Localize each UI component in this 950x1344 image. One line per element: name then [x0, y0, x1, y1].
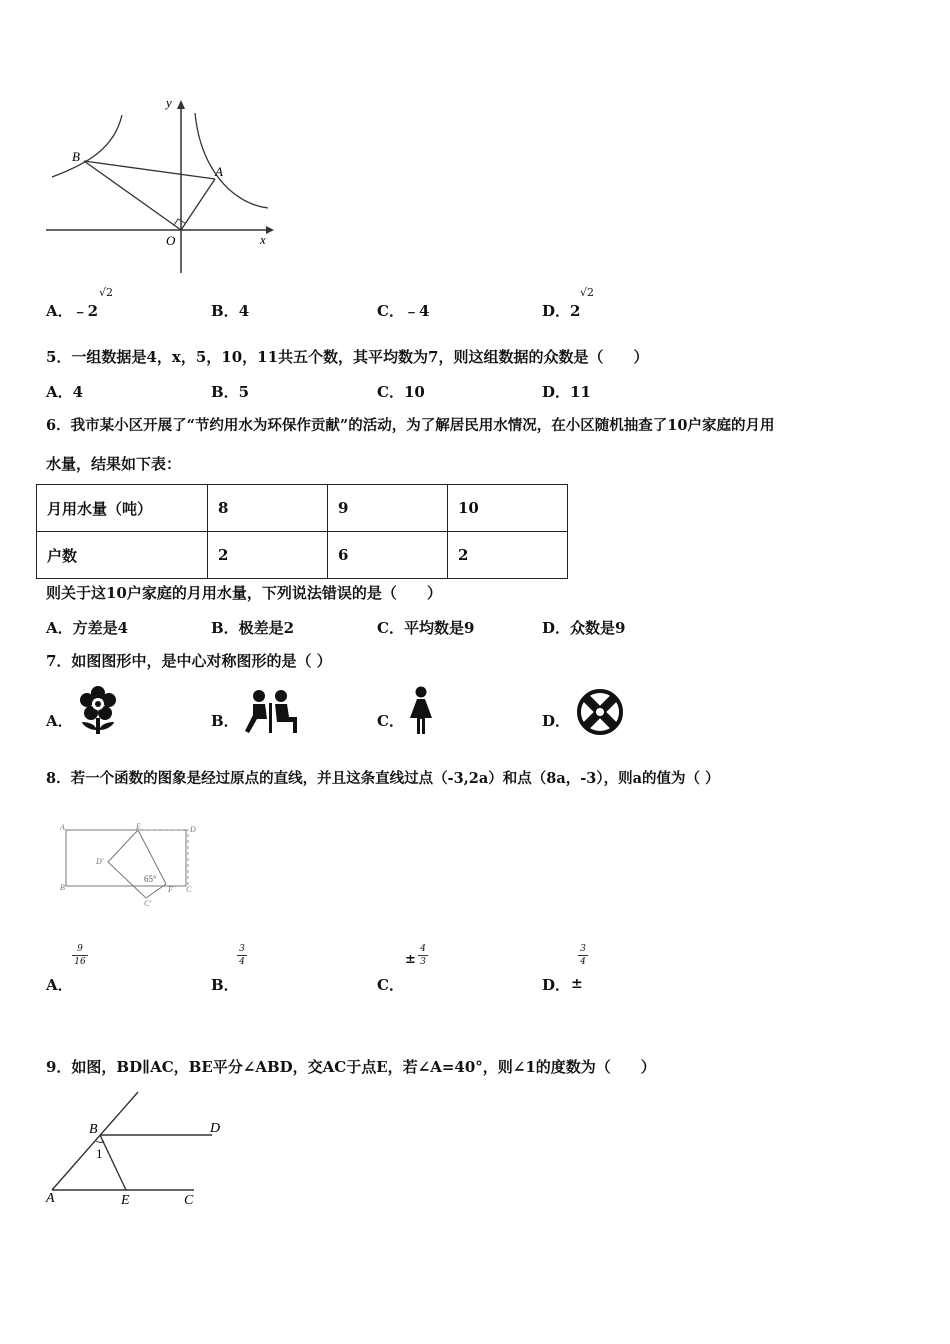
- woman-figure-icon: [408, 686, 434, 736]
- q5-option-d[interactable]: D．11: [542, 383, 591, 401]
- q6-stem-line2: 水量，结果如下表：: [46, 455, 182, 473]
- circled-x-icon: [575, 688, 625, 736]
- svg-text:B: B: [89, 1122, 98, 1137]
- table-cell: 户数: [37, 532, 208, 579]
- svg-text:D: D: [210, 1121, 221, 1136]
- q8-option-c-fraction: [418, 944, 428, 967]
- q8-option-b-fraction: [237, 944, 247, 967]
- table-cell: 9: [328, 485, 448, 532]
- flower-icon: [76, 686, 120, 736]
- q4-option-c[interactable]: [377, 302, 429, 320]
- q4-option-d[interactable]: [542, 302, 580, 320]
- q6-option-b[interactable]: B．极差是2: [211, 619, 295, 637]
- water-usage-table: [36, 484, 568, 579]
- q4-option-a[interactable]: [46, 302, 98, 320]
- label-b: B: [72, 149, 80, 164]
- q6-option-a[interactable]: A．方差是4: [46, 619, 129, 637]
- q9-parallel-lines-figure: [44, 1090, 229, 1210]
- svg-text:1: 1: [96, 1146, 103, 1161]
- fraction-denominator: 16: [74, 957, 86, 967]
- q7-option-b[interactable]: B．: [211, 712, 239, 730]
- svg-text:B: B: [60, 883, 65, 892]
- q4-option-c-text: ﹣4: [403, 302, 430, 320]
- fraction-numerator: 3: [239, 944, 245, 954]
- q7-option-d[interactable]: D．: [542, 712, 571, 730]
- table-row: [37, 485, 568, 532]
- q4-option-b-text: 4: [238, 302, 250, 320]
- q5-stem: 5．一组数据是4，x，5，10，11共五个数，其平均数为7，则这组数据的众数是（ ）: [46, 348, 649, 366]
- q8-option-a[interactable]: A．: [46, 976, 73, 994]
- fraction-denominator: 3: [420, 957, 426, 967]
- q8-option-b[interactable]: B．: [211, 976, 239, 994]
- x-axis-arrow: [266, 226, 274, 234]
- y-axis-arrow: [177, 100, 185, 109]
- q5-option-b[interactable]: B．5: [211, 383, 250, 401]
- q9-stem: 9．如图，BD∥AC，BE平分∠ABD，交AC于点E，若∠A=40°，则∠1的度数为（ ）: [46, 1058, 656, 1076]
- hyperbola-left-branch: [52, 115, 122, 177]
- svg-text:C': C': [144, 899, 152, 908]
- q8-option-d-sign: ±: [571, 976, 583, 992]
- q4-option-c-letter: C．: [377, 302, 404, 320]
- svg-text:D: D: [190, 825, 196, 834]
- svg-text:A: A: [60, 823, 65, 832]
- q8-folded-rectangle-figure: [58, 822, 208, 908]
- svg-text:C: C: [184, 1193, 194, 1208]
- svg-text:65°: 65°: [144, 874, 157, 884]
- q7-option-c[interactable]: C．: [377, 712, 404, 730]
- two-people-seated-icon: [243, 689, 301, 735]
- fraction-numerator: 9: [77, 944, 83, 954]
- svg-text:A: A: [46, 1191, 55, 1206]
- fraction-numerator: 3: [580, 944, 586, 954]
- svg-text:E: E: [136, 822, 141, 831]
- segment-ob: [84, 161, 181, 230]
- q6-stem-line1: 6．我市某小区开展了“节约用水为环保作贡献”的活动，为了解居民用水情况，在小区随机抽查了10户家庭的月用: [46, 417, 775, 434]
- q4-option-a-letter: A．: [46, 302, 73, 320]
- table-cell: 2: [208, 532, 328, 579]
- q4-option-b[interactable]: [211, 302, 249, 320]
- right-angle-mark: [174, 219, 185, 225]
- q8-option-d-fraction: [578, 944, 588, 967]
- segment-ab: [84, 161, 215, 179]
- q6-option-d[interactable]: D．众数是9: [542, 619, 626, 637]
- q8-option-c[interactable]: C．: [377, 976, 404, 994]
- label-x: x: [260, 232, 266, 247]
- fraction-denominator: 4: [239, 957, 245, 967]
- q8-option-d[interactable]: D．: [542, 976, 571, 994]
- q4-option-a-root: √2: [99, 286, 114, 299]
- table-cell: 6: [328, 532, 448, 579]
- q6-question: 则关于这10户家庭的月用水量，下列说法错误的是（ ）: [46, 584, 442, 602]
- table-cell: 8: [208, 485, 328, 532]
- q4-option-d-text: 2: [570, 302, 581, 320]
- svg-text:C: C: [186, 885, 192, 894]
- label-o: O: [166, 233, 176, 248]
- fraction-denominator: 4: [580, 957, 586, 967]
- q5-option-a[interactable]: A．4: [46, 383, 84, 401]
- table-cell: 2: [448, 532, 568, 579]
- svg-text:E: E: [121, 1193, 130, 1208]
- q6-option-c[interactable]: C．平均数是9: [377, 619, 475, 637]
- label-y: y: [166, 95, 172, 110]
- q7-option-a[interactable]: A．: [46, 712, 73, 730]
- q8-option-c-sign: ±: [405, 952, 416, 967]
- q8-option-a-fraction: [72, 944, 88, 967]
- q8-stem: 8．若一个函数的图象是经过原点的直线，并且这条直线过点（-3,2a）和点（8a，-3），则a的值为（ ）: [46, 770, 720, 787]
- hyperbola-right-branch: [195, 113, 268, 208]
- q4-option-a-text: ﹣2: [72, 302, 99, 320]
- q7-stem: 7．如图图形中，是中心对称图形的是（ ）: [46, 652, 332, 670]
- label-a: A: [215, 164, 223, 179]
- table-cell: 月用水量（吨）: [37, 485, 208, 532]
- line-be: [100, 1135, 126, 1190]
- segment-oa: [181, 179, 215, 230]
- q4-graph: [44, 95, 274, 280]
- svg-text:D': D': [96, 857, 104, 866]
- svg-text:F: F: [168, 885, 173, 894]
- q5-option-c[interactable]: C．10: [377, 383, 425, 401]
- line-ab-extended: [52, 1092, 138, 1190]
- fraction-numerator: 4: [420, 944, 426, 954]
- table-cell: 10: [448, 485, 568, 532]
- q4-option-d-letter: D．: [542, 302, 571, 320]
- table-row: [37, 532, 568, 579]
- q4-option-b-letter: B．: [211, 302, 239, 320]
- q4-option-d-root: √2: [580, 286, 595, 299]
